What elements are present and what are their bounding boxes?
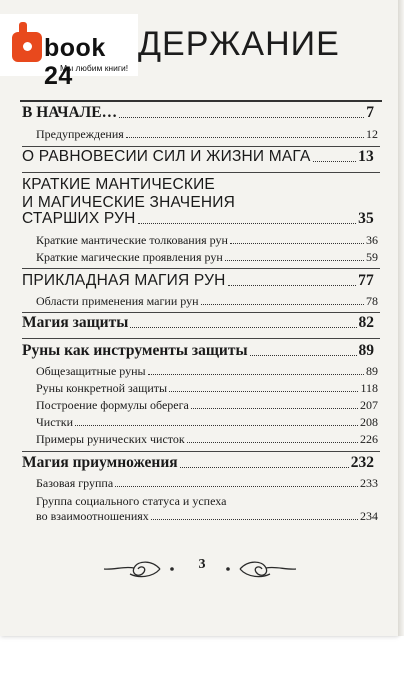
toc-entry (22, 272, 374, 290)
toc-entry-label: Общезащитные руны (36, 364, 146, 378)
toc-entry (22, 454, 374, 472)
section-divider (22, 268, 380, 269)
dot-leader (180, 467, 349, 468)
dot-leader (225, 260, 364, 261)
toc-entry-page: 89 (366, 364, 378, 378)
page-title: ДЕРЖАНИЕ (138, 25, 340, 63)
logo-brand-text: book 24 (44, 34, 106, 90)
dot-leader (187, 442, 358, 443)
dot-leader (115, 486, 358, 487)
toc-entry-page: 89 (358, 342, 374, 359)
toc-entry-label: Предупреждения (36, 127, 124, 141)
book24-logo[interactable] (0, 14, 138, 90)
dot-leader (313, 161, 357, 162)
toc-entry-label: В НАЧАЛЕ… (22, 104, 118, 121)
toc-entry-page: 12 (366, 127, 378, 141)
toc-entry-line: КРАТКИЕ МАНТИЧЕСКИЕ (22, 176, 215, 193)
toc-entry (36, 476, 378, 491)
toc-entry (36, 509, 378, 524)
toc-entry-label: Примеры рунических чисток (36, 432, 185, 446)
dot-leader (126, 137, 364, 138)
toc-entry-page: 234 (360, 509, 378, 523)
toc-entry-page: 59 (366, 250, 378, 264)
section-divider (22, 451, 380, 452)
dot-leader (138, 223, 357, 224)
logo-b-icon (12, 32, 42, 62)
toc-entry (22, 148, 374, 166)
toc-entry-label: Построение формулы оберега (36, 398, 189, 412)
toc-entry (22, 210, 374, 228)
toc-entry-page: 207 (360, 398, 378, 412)
logo-tagline: Мы любим книги! (60, 63, 129, 73)
page-edge (398, 0, 404, 636)
toc-entry-page: 13 (358, 148, 374, 165)
toc-entry-label: Магия приумножения (22, 454, 178, 471)
toc-entry-page: 7 (366, 104, 374, 121)
toc-entry-label: Чистки (36, 415, 74, 429)
toc-entry (22, 104, 374, 122)
toc-entry-page: 36 (366, 233, 378, 247)
dot-leader (130, 327, 356, 328)
toc-entry-label: ПРИКЛАДНАЯ МАГИЯ РУН (22, 272, 226, 289)
toc-entry-label: во взаимоотношениях (36, 509, 149, 523)
dot-leader (191, 408, 358, 409)
toc-entry (36, 381, 378, 396)
title-divider (20, 100, 382, 102)
toc-entry (22, 342, 374, 360)
toc-entry (22, 314, 374, 332)
dot-leader (169, 391, 358, 392)
section-divider (22, 146, 380, 147)
toc-entry (36, 364, 378, 379)
toc-entry (36, 415, 378, 430)
toc-entry (36, 398, 378, 413)
toc-entry-page: 118 (360, 381, 378, 395)
toc-entry-label: Магия защиты (22, 314, 129, 331)
page-number: 3 (198, 557, 206, 572)
toc-entry (36, 127, 378, 142)
toc-entry-page: 77 (358, 272, 374, 289)
toc-entry (36, 233, 378, 248)
dot-leader (75, 425, 358, 426)
toc-entry-label: Краткие мантические толкования рун (36, 233, 228, 247)
toc-entry (36, 432, 378, 447)
section-divider (22, 172, 380, 173)
toc-entry-page: 226 (360, 432, 378, 446)
dot-leader (201, 304, 364, 305)
section-divider (22, 338, 380, 339)
toc-entry-label: Руны как инструменты защиты (22, 342, 248, 359)
toc-entry (36, 250, 378, 265)
toc-entry-line: Группа социального статуса и успеха (36, 494, 227, 508)
toc-entry-label: О РАВНОВЕСИИ СИЛ И ЖИЗНИ МАГА (22, 148, 311, 165)
dot-leader (119, 117, 364, 118)
toc-entry-label: Руны конкретной защиты (36, 381, 168, 395)
section-divider (22, 312, 380, 313)
toc-entry-page: 208 (360, 415, 378, 429)
toc-entry (36, 294, 378, 309)
toc-entry-label: СТАРШИХ РУН (22, 210, 136, 227)
toc-entry-page: 232 (350, 454, 374, 471)
toc-entry-label: Краткие магические проявления рун (36, 250, 223, 264)
toc-entry-page: 82 (358, 314, 374, 331)
toc-entry-page: 35 (358, 210, 374, 227)
dot-leader (230, 243, 364, 244)
toc-entry-page: 78 (366, 294, 378, 308)
dot-leader (228, 285, 357, 286)
toc-entry-label: Базовая группа (36, 476, 114, 490)
dot-leader (151, 519, 358, 520)
toc-entry-page: 233 (360, 476, 378, 490)
toc-entry-line: И МАГИЧЕСКИЕ ЗНАЧЕНИЯ (22, 194, 235, 211)
dot-leader (250, 355, 357, 356)
dot-leader (148, 374, 364, 375)
toc-entry-label: Области применения магии рун (36, 294, 199, 308)
